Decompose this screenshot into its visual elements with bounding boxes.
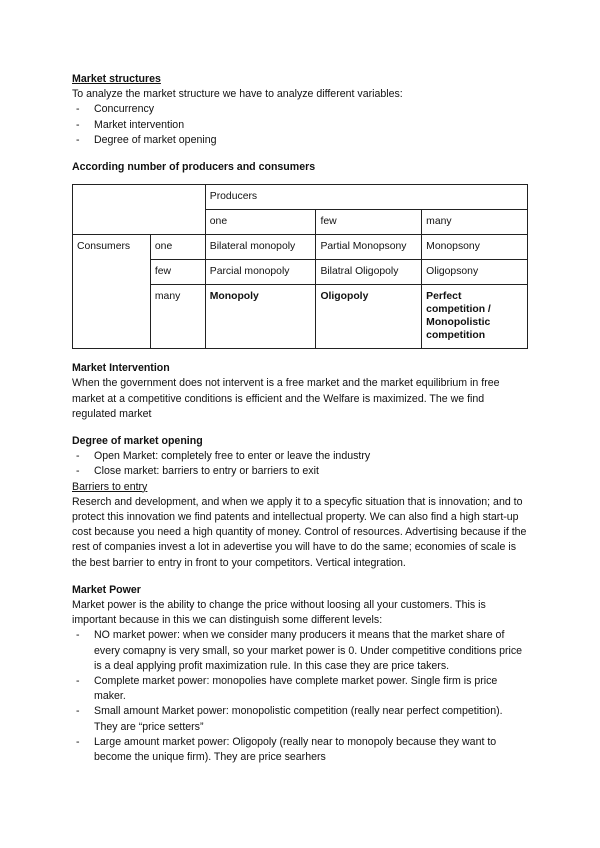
table-row [73, 235, 528, 260]
list-item: - Small amount Market power: monopolistic competition (really near perfect competition). They are “price setters” [72, 704, 528, 734]
market-power-heading: Market Power [72, 583, 141, 596]
list-item: - Degree of market opening [72, 133, 528, 148]
consumer-row-header: one [150, 235, 205, 260]
table-cell: Oligopoly [316, 285, 422, 349]
market-structure-table [72, 184, 528, 349]
variables-list [72, 102, 528, 148]
barriers-text: Reserch and development, and when we apply it to a specyfic situation that is innovation; and to protect this innovation we find patents and intellectual property. We can also find a high start-up cost because you need a high quantity of money. Control of resources. Advertising because if the rest of companies invest a lot in adevertise you will have to do the same; economies of scale is the best barrier to entry in front to your competitors. Vertical integration. [72, 495, 527, 569]
list-item: - Concurrency [72, 102, 528, 117]
producers-consumers-heading: According number of producers and consumers [72, 161, 316, 174]
table-cell: Bilateral monopoly [205, 235, 316, 260]
market-power-levels [72, 628, 528, 765]
producers-header-cell: Producers [205, 185, 527, 210]
list-item: - Large amount market power: Oligopoly (really near to monopoly because they want to become the unique firm). They are price searhers [72, 735, 528, 765]
consumers-header-cell: Consumers [73, 235, 151, 349]
market-power-intro: Market power is the ability to change the price without loosing all your customers. This is important because in this we can distinguish some different levels: [72, 599, 486, 627]
list-item: - Market intervention [72, 118, 528, 133]
producer-col-header: one [205, 210, 316, 235]
barriers-subheading: Barriers to entry [72, 480, 148, 493]
table-cell: Parcial monopoly [205, 260, 316, 285]
empty-corner-cell [73, 185, 206, 235]
market-intervention-text: When the government does not intervent is a free market and the market equilibrium in free market at a competitive conditions is efficient and the Welfare is maximized. The we find regulated market [72, 377, 500, 420]
market-opening-list [72, 449, 528, 479]
list-item: - Close market: barriers to entry or barriers to exit [72, 464, 528, 479]
market-intervention-heading: Market Intervention [72, 362, 170, 375]
document-page [72, 72, 528, 765]
consumer-row-header: few [150, 260, 205, 285]
list-item: - Open Market: completely free to enter or leave the industry [72, 449, 528, 464]
table-row [73, 185, 528, 210]
table-cell: Oligopsony [422, 260, 528, 285]
table-cell: Bilatral Oligopoly [316, 260, 422, 285]
table-cell: Perfect competition / Monopolistic competition [422, 285, 528, 349]
market-structures-intro: To analyze the market structure we have to analyze different variables: [72, 88, 403, 101]
list-item: - Complete market power: monopolies have complete market power. Single firm is price maker. [72, 674, 528, 704]
table-cell: Monopsony [422, 235, 528, 260]
producer-col-header: few [316, 210, 422, 235]
table-cell: Partial Monopsony [316, 235, 422, 260]
consumer-row-header: many [150, 285, 205, 349]
table-cell: Monopoly [205, 285, 316, 349]
producer-col-header: many [422, 210, 528, 235]
market-opening-heading: Degree of market opening [72, 435, 203, 448]
market-structures-heading: Market structures [72, 73, 161, 85]
list-item: - NO market power: when we consider many producers it means that the market share of every comapny is very small, so your market power is 0. Under competitive conditions price is a deal applying profit maximization rule. In this case they are price takers. [72, 628, 528, 674]
